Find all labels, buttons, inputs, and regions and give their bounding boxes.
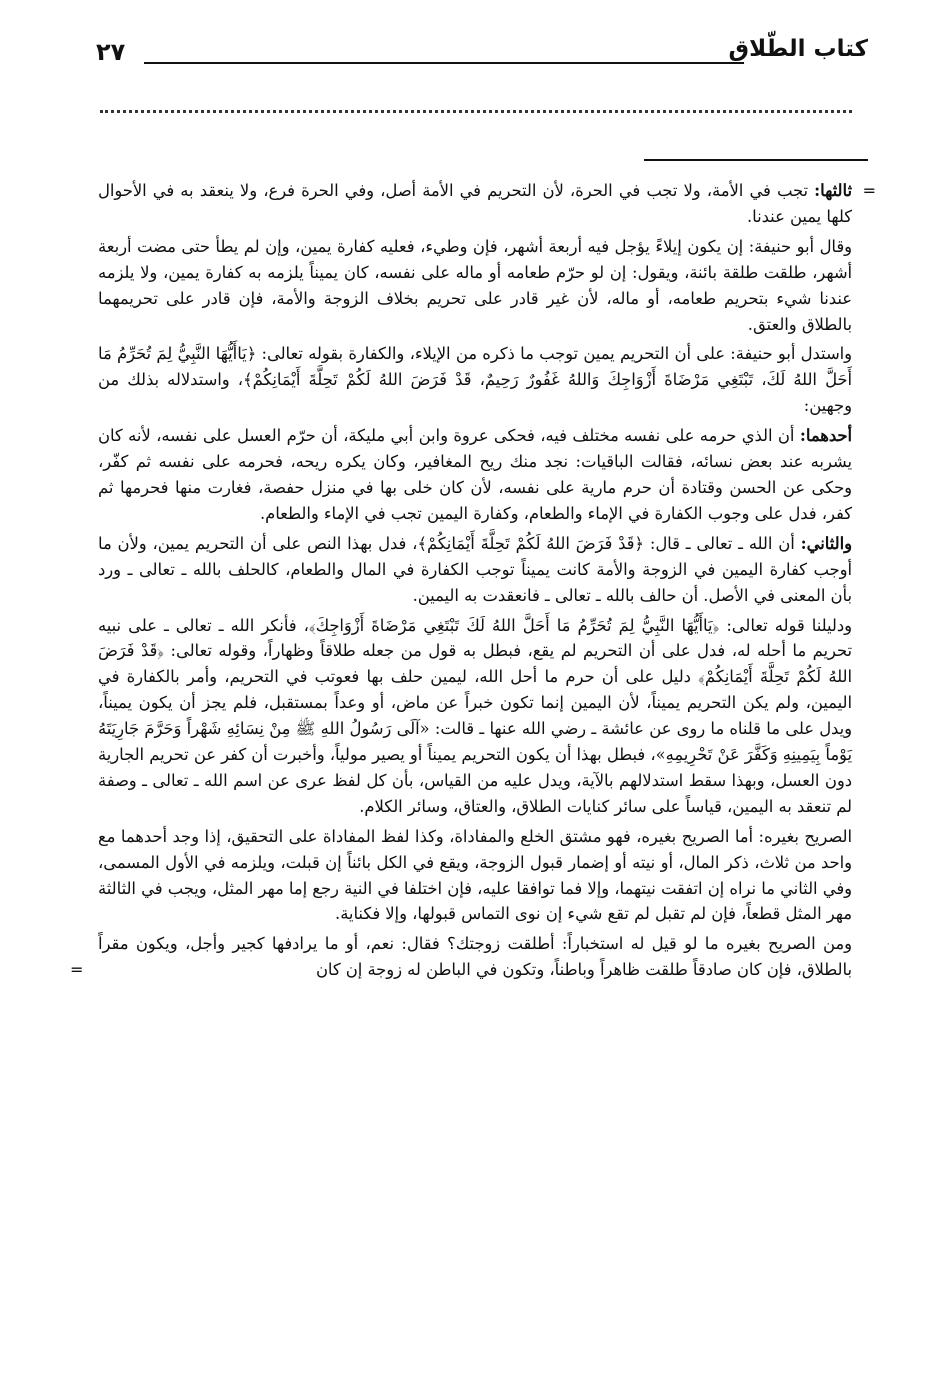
paragraph [98, 341, 852, 419]
book-title: كتاب الطّلاق [728, 36, 868, 62]
paragraph [98, 178, 876, 230]
paragraph-text: تجب في الأمة، ولا تجب في الحرة، لأن التحريم في الأمة أصل، وفي الحرة فرع، ولا ينعقد به في الأحوال كلها يمين عندنا. [98, 181, 852, 226]
paragraph-lead: أحدهما: [799, 426, 852, 446]
footnote-rule [644, 159, 868, 161]
paragraph [98, 824, 852, 928]
continuation-mark-start: = [862, 181, 876, 200]
paragraph [98, 234, 852, 338]
paragraph-text: وقال أبو حنيفة: إن يكون إيلاءً يؤجل فيه أربعة أشهر، فإن وطيء، فعليه كفارة يمين، وإن لم يطأ حتى مضت أربعة أشهر، طلقت طلقة بائنة، ويقول: إن لو حرّم طعامه أو ماله على نفسه، كان يميناً يلزمه به كفارة يمين، ولا يلزمه عندنا شيء بتحريم طعامه، أو ماله، لأن غير قادر على تحريم بخلاف الزوجة والأمة، فإن قادر على تحريمهما بالطلاق والعتق. [98, 236, 852, 334]
paragraph-lead: ثالثها: [814, 181, 852, 200]
paragraph-text: ومن الصريح بغيره ما لو قيل له استخباراً: أطلقت زوجتك؟ فقال: نعم، أو ما يرادفها كجير وأجل، ويكون مقراً بالطلاق، فإن كان صادقاً طلقت ظاهراً وباطناً، وتكون في الباطن له زوجة إن كان [98, 934, 852, 980]
paragraph [70, 931, 852, 983]
page-header [96, 34, 868, 78]
paragraph-text: أن الله ـ تعالى ـ قال: ﴿قَدْ فَرَضَ اللهُ لَكُمْ تَحِلَّةَ أَيْمَانِكُمْ﴾، فدل بهذا النص على أن التحريم يمين، ولأن ما أوجب كفارة اليمين في الزوجة والأمة كانت يميناً توجب الكفارة في المال والطعام، كالحلف بالله ـ تعالى ـ ورد بأن المعنى في الأصل. أن حالف بالله ـ تعالى ـ فانعقدت به اليمين. [98, 533, 852, 605]
paragraph [98, 531, 852, 609]
paragraph-text: واستدل أبو حنيفة: على أن التحريم يمين توجب ما ذكره من الإيلاء، والكفارة بقوله تعالى: ﴿يَاأَيُّهَا النَّبِيُّ لِمَ تُحَرِّمُ مَا أَحَلَّ اللهُ لَكَ، تَبْتَغِي مَرْضَاةَ أَزْوَاجِكَ وَاللهُ غَفُورٌ رَحِيمٌ، قَدْ فَرَضَ اللهُ لَكُمْ تَحِلَّةَ أَيْمَانِكُمْ﴾، واستدلاله بذلك من وجهين: [98, 344, 852, 416]
paragraph [98, 613, 852, 820]
paragraph-text: ودليلنا قوله تعالى: ﴿يَاأَيُّهَا النَّبِيُّ لِمَ تُحَرِّمُ مَا أَحَلَّ اللهُ لَكَ تَبْتَغِي مَرْضَاةَ أَزْوَاجِكَ﴾، فأنكر الله ـ تعالى ـ على نبيه تحريم ما أحله له، فدل على أن التحريم لم يقع، فبطل به قول من جعله طلاقاً وظهاراً، وقوله تعالى: ﴿قَدْ فَرَضَ اللهُ لَكُمْ تَحِلَّةَ أَيْمَانِكُمْ﴾ دليل على أن حرم ما أحل الله، ليمين حلف بها فعوتب في التحريم، وأمر بالكفارة في اليمين، ولم يكن التحريم يميناً، لأن اليمين إنما تكون خبراً عن ماض، أو وعداً بمستقبل، فلم يجز أن يكون يميناً، ويدل على ما قلناه ما روى عن عائشة ـ رضي الله عنها ـ قالت: «آلَى رَسُولُ اللهِ ﷺ مِنْ نِسَائِهِ شَهْراً وَحَرَّمَ جَارِيَتَهُ يَوْماً بِيَمِينِهِ وَكَفَّرَ عَنْ تَحْرِيمِهِ»، فبطل بهذا أن يكون التحريم يميناً أو يصير مولياً، وأخبرت أن كفر عن تحريم الجارية دون العسل، وبهذا سقط استدلالهم بالآية، ويدل عليه من القياس، بأن كل لفظ عرى عن اسم الله ـ تعالى ـ وصفة لم تنعقد به اليمين، قياساً على سائر كنايات الطلاق، والعتاق، وسائر الكلام. [98, 615, 852, 816]
paragraph-text: أن الذي حرمه على نفسه مختلف فيه، فحكى عروة وابن أبي مليكة، أن حرّم العسل على نفسه، لأنه كان يشربه عند بعض نسائه، فقالت الباقيات: نجد منك ريح المغافير، وكان يكره ريحه، فحرمه على نفسه ثم كفّر، وحكى عن الحسن وقتادة أن حرم مارية على نفسه، لأن كان خلى بها في منزل حفصة، فغارت منها فحرمها ثم كفر، فدل على وجوب الكفارة في الإماء والطعام، وكفارة اليمين تجب في الإماء والطعام. [98, 426, 852, 523]
continuation-mark-end: = [70, 960, 84, 980]
page-number: ٢٧ [96, 38, 126, 66]
header-rule [144, 62, 744, 64]
dotted-separator [100, 110, 852, 113]
paragraph-lead: والثاني: [800, 533, 852, 553]
footnote-body [70, 178, 876, 987]
paragraph-text: الصريح بغيره: أما الصريح بغيره، فهو مشتق الخلع والمفاداة، وكذا لفظ المفاداة على التحقيق، إذا وجد أحدهما مع واحد من ثلاث، ذكر المال، أو نيته أو إضمار قبول الزوجة، ويقع في الكل بائناً إن قبلت، ويلزمه في الأول المسمى، وفي الثاني ما نراه إن اتفقت نيتهما، وإلا فما توافقا عليه، فإن اختلفا في النية رجع إما مهر المثل، ويجب في الثالثة مهر المثل قطعاً، فإن لم تقبل لم تقع شيء إن نوى التماس قبولها، وإلا فكناية. [98, 826, 852, 924]
paragraph [98, 423, 852, 527]
